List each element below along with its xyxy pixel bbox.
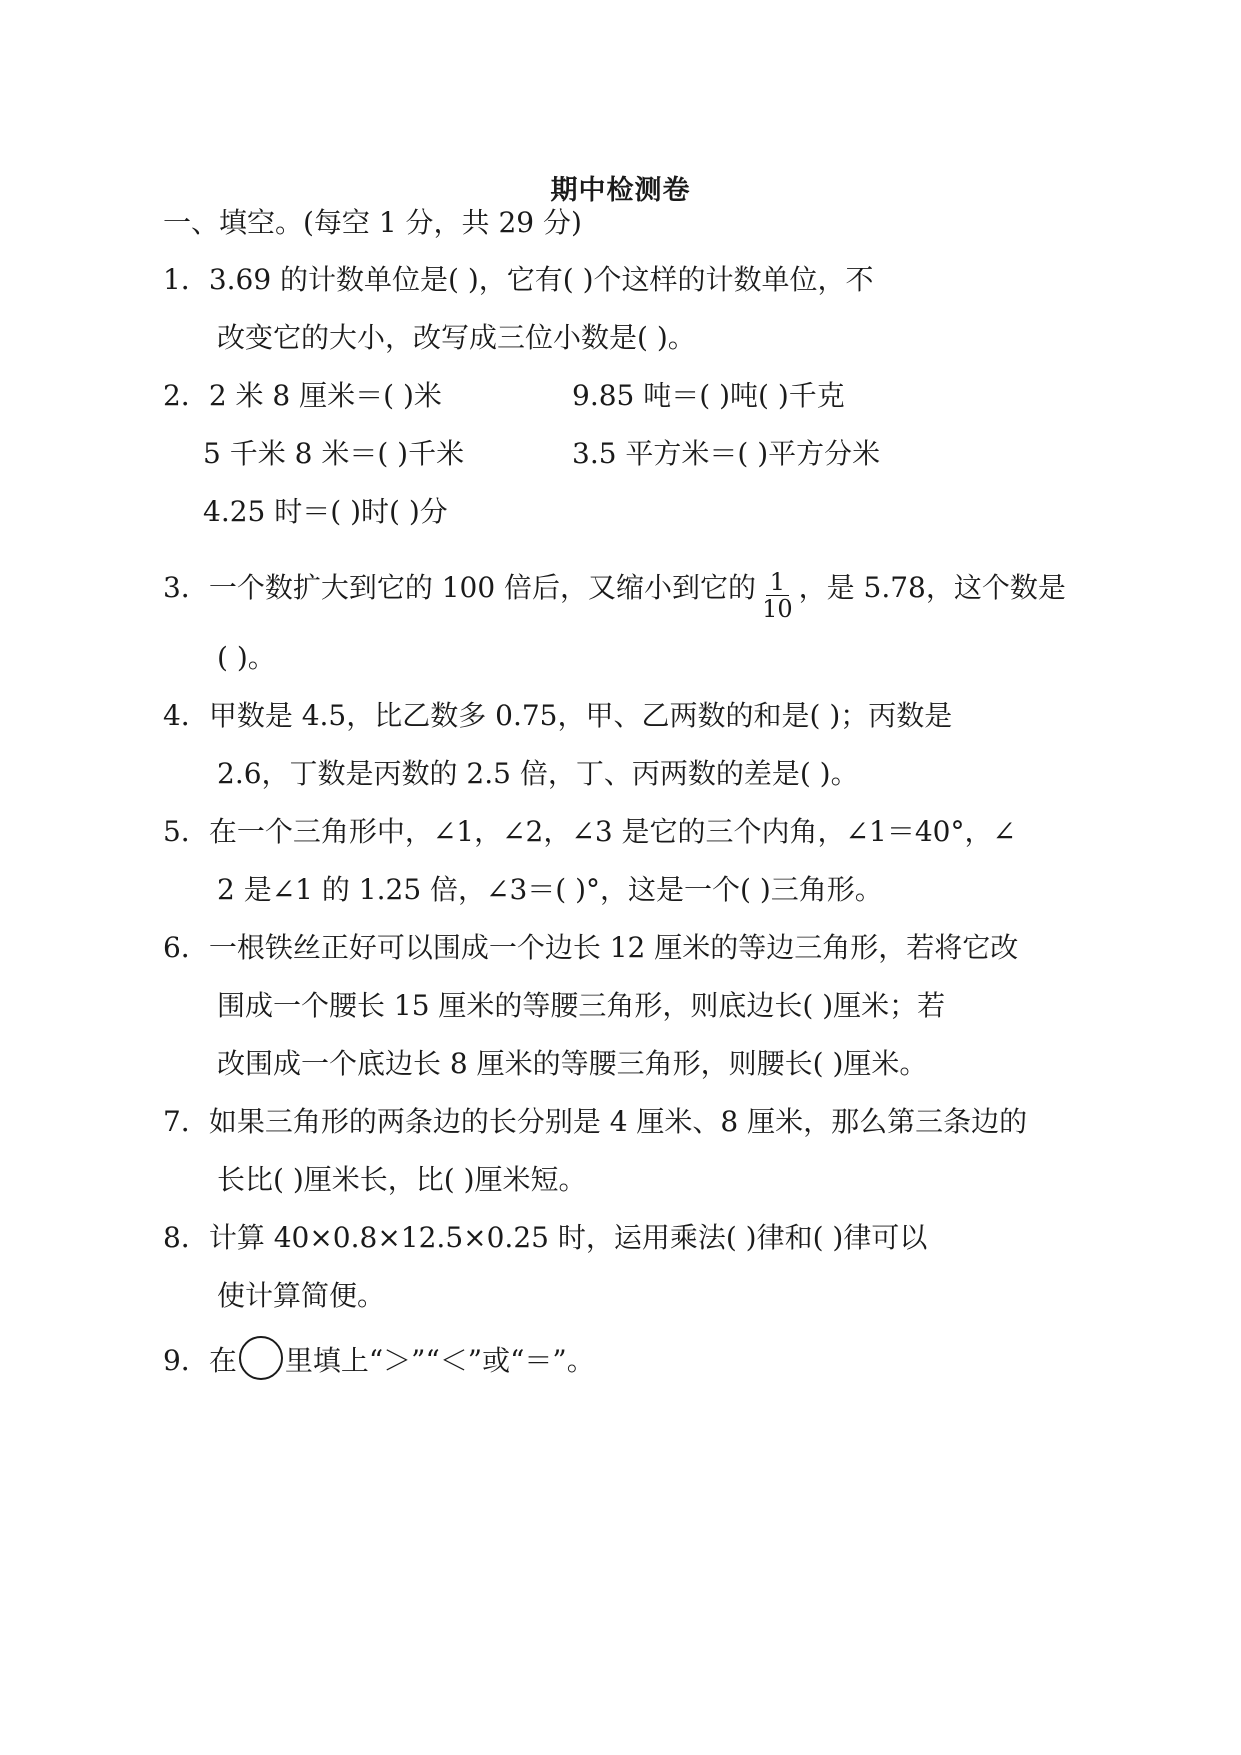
question-2-line-2b: 3.5 平方米＝( )平方分米 [572,437,881,470]
question-5-line-1: 5．在一个三角形中，∠1，∠2，∠3 是它的三个内角，∠1＝40°，∠ [163,815,1016,848]
fraction-denominator: 10 [762,595,793,623]
question-6-line-2: 围成一个腰长 15 厘米的等腰三角形，则底边长( )厘米；若 [217,989,946,1022]
question-2-line-1a: 2．2 米 8 厘米＝( )米 [163,379,442,412]
question-7-line-1: 7．如果三角形的两条边的长分别是 4 厘米、8 厘米，那么第三条边的 [163,1105,1028,1138]
question-3-post: ，是 5.78，这个数是 [798,571,1066,604]
question-6-line-3: 改围成一个底边长 8 厘米的等腰三角形，则腰长( )厘米。 [217,1047,928,1080]
question-3-pre: 3．一个数扩大到它的 100 倍后，又缩小到它的 [163,571,757,604]
question-9-line-1 [163,1340,595,1384]
question-3-line-1 [163,563,1066,623]
fraction-numerator: 1 [766,569,789,596]
question-2-line-1b: 9.85 吨＝( )吨( )千克 [572,379,845,412]
question-8-line-2: 使计算简便。 [217,1279,386,1312]
question-4-line-1: 4．甲数是 4.5，比乙数多 0.75，甲、乙两数的和是( )；丙数是 [163,699,953,732]
page-title: 期中检测卷 [550,175,691,206]
question-9-post: 里填上“＞”“＜”或“＝”。 [284,1343,595,1377]
section-heading: 一、填空。(每空 1 分，共 29 分) [163,206,582,239]
question-5-line-2: 2 是∠1 的 1.25 倍，∠3＝( )°，这是一个( )三角形。 [217,873,883,906]
question-9-pre: 9．在 [163,1343,237,1377]
question-3-line-2: ( )。 [217,641,276,674]
question-2-line-2a: 5 千米 8 米＝( )千米 [203,437,465,470]
question-1-line-2: 改变它的大小，改写成三位小数是( )。 [217,321,696,354]
fraction-one-tenth [758,569,797,622]
question-7-line-2: 长比( )厘米长，比( )厘米短。 [217,1163,587,1196]
question-1-line-1: 1．3.69 的计数单位是( )，它有( )个这样的计数单位，不 [163,263,874,296]
question-4-line-2: 2.6，丁数是丙数的 2.5 倍，丁、丙两数的差是( )。 [217,757,859,790]
circle-icon [239,1336,283,1380]
question-6-line-1: 6．一根铁丝正好可以围成一个边长 12 厘米的等边三角形，若将它改 [163,931,1019,964]
question-2-line-3: 4.25 时＝( )时( )分 [203,495,448,528]
question-8-line-1: 8．计算 40×0.8×12.5×0.25 时，运用乘法( )律和( )律可以 [163,1221,928,1254]
